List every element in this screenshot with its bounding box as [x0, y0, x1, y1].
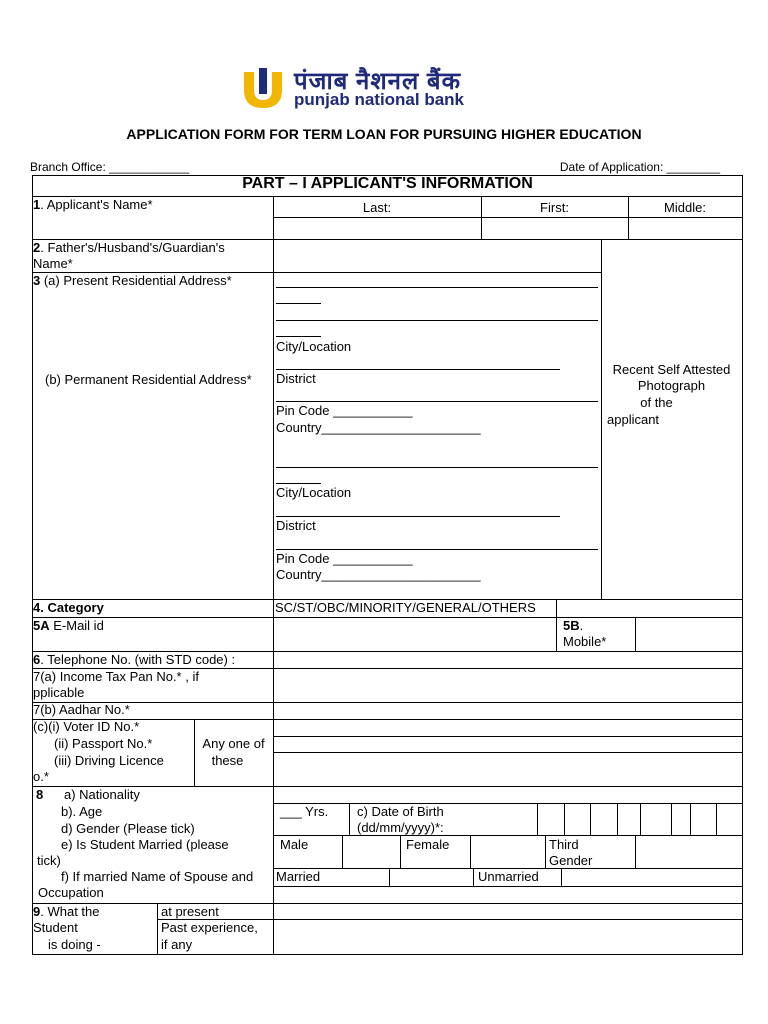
col-line	[157, 903, 158, 955]
guardian-name-input[interactable]	[274, 240, 600, 271]
past-experience-label: Past experience,	[161, 920, 258, 935]
unmarried-label: Unmarried	[478, 869, 539, 884]
gender-male-label: Male	[280, 837, 309, 852]
address-line	[276, 401, 598, 402]
date-of-application-field[interactable]: Date of Application: ________	[559, 160, 720, 174]
q9-label: 9. What the	[33, 904, 100, 919]
q2-label: 2. Father's/Husband's/Guardian's	[33, 240, 225, 255]
gender-box-line	[400, 835, 401, 869]
aadhar-input[interactable]	[274, 703, 741, 718]
col-line	[273, 196, 274, 955]
name-last-input[interactable]	[274, 218, 480, 238]
branch-office-field[interactable]: Branch Office: ____________	[30, 160, 190, 174]
nationality-input[interactable]	[274, 787, 741, 802]
col-line	[349, 803, 350, 836]
category-options[interactable]: SC/ST/OBC/MINORITY/GENERAL/OTHERS	[275, 600, 536, 615]
q7c-label: (c)(i) Voter ID No.*	[33, 719, 140, 734]
present-country-label: Country______________________	[276, 420, 481, 435]
q8f-label: f) If married Name of Spouse and	[61, 869, 254, 884]
address-line	[276, 336, 321, 337]
table-border-left	[32, 175, 33, 955]
any-one-label-line2: these	[211, 753, 244, 768]
name-first-input[interactable]	[482, 218, 627, 238]
driving-licence-input[interactable]	[274, 753, 741, 785]
address-line	[276, 369, 560, 370]
q7c-label-line4: o.*	[33, 769, 49, 784]
dob-input[interactable]	[538, 804, 741, 834]
pan-input[interactable]	[274, 669, 741, 701]
email-input[interactable]	[274, 618, 555, 650]
permanent-pin-label: Pin Code ___________	[276, 551, 413, 566]
permanent-country-label: Country______________________	[276, 567, 481, 582]
at-present-label: at present	[161, 904, 219, 919]
form-title: APPLICATION FORM FOR TERM LOAN FOR PURSUING HIGHER EDUCATION	[126, 126, 642, 142]
photo-label-line3: of the	[640, 395, 673, 410]
bank-name-hindi: पंजाब नैशनल बैंक	[294, 68, 462, 95]
gender-third-label-line2: Gender	[549, 853, 593, 868]
q5b-label: 5B.	[563, 618, 584, 633]
q1-label: 1. Applicant's Name*	[33, 197, 153, 212]
q5b-label-line2: Mobile*	[563, 634, 607, 649]
q7a-label-line2: pplicable	[33, 685, 85, 700]
q8b-label: b). Age	[61, 804, 103, 819]
name-first-label: First:	[540, 200, 569, 215]
col-line	[601, 239, 602, 600]
gender-box-line	[545, 835, 546, 869]
photo-label-line2: Photograph	[637, 378, 706, 393]
passport-input[interactable]	[274, 737, 741, 751]
q8-number: 8	[36, 787, 44, 802]
q4-label: 4. Category	[33, 600, 104, 615]
name-middle-label: Middle:	[664, 200, 706, 215]
table-border-right	[742, 175, 743, 955]
q8e-label-line2: tick)	[37, 853, 61, 868]
q3b-label: (b) Permanent Residential Address*	[45, 372, 252, 387]
address-line	[276, 549, 598, 550]
gender-third-label: Third	[549, 837, 579, 852]
q2-label-line2: Name*	[33, 256, 73, 271]
q9-label-line3: is doing -	[48, 937, 101, 952]
address-line	[276, 303, 321, 304]
photo-label-line1: Recent Self Attested	[612, 362, 731, 377]
present-district-label: District	[276, 371, 316, 386]
past-experience-input[interactable]	[274, 920, 741, 953]
at-present-input[interactable]	[274, 904, 741, 918]
q7c-label-line2: (ii) Passport No.*	[54, 736, 153, 751]
past-experience-label-line2: if any	[161, 937, 193, 952]
dob-label: c) Date of Birth	[357, 804, 444, 819]
q7c-label-line3: (iii) Driving Licence	[54, 753, 164, 768]
pnb-logo-icon	[240, 68, 286, 108]
name-middle-input[interactable]	[629, 218, 741, 238]
table-border-bottom	[32, 954, 743, 955]
q5a-label: 5A E-Mail id	[33, 618, 104, 633]
q8f-label-line2: Occupation	[38, 885, 104, 900]
name-last-label: Last:	[362, 200, 392, 215]
age-field[interactable]: ___ Yrs.	[280, 804, 329, 819]
married-label: Married	[276, 869, 321, 884]
gender-third-checkbox[interactable]	[636, 836, 741, 867]
unmarried-checkbox[interactable]	[562, 869, 741, 885]
address-line	[276, 516, 560, 517]
address-line	[276, 467, 598, 468]
mobile-input[interactable]	[636, 618, 741, 650]
dob-label-line2: (dd/mm/yyyy)*:	[357, 820, 444, 835]
address-line	[276, 287, 598, 288]
q8a-label: a) Nationality	[64, 787, 140, 802]
q6-label: 6. Telephone No. (with STD code) :	[33, 652, 236, 667]
permanent-city-label: City/Location	[276, 485, 352, 500]
gender-male-checkbox[interactable]	[343, 836, 399, 867]
present-city-label: City/Location	[276, 339, 352, 354]
gender-female-checkbox[interactable]	[471, 836, 544, 867]
q8e-label: e) Is Student Married (please	[61, 837, 229, 852]
q7b-label: 7(b) Aadhar No.*	[33, 702, 130, 717]
married-checkbox[interactable]	[390, 869, 472, 885]
spouse-input[interactable]	[274, 887, 741, 902]
bank-name-english: punjab national bank	[294, 90, 465, 109]
voter-id-input[interactable]	[274, 720, 741, 735]
q3a-label: 3 (a) Present Residential Address*	[33, 273, 232, 288]
q7a-label: 7(a) Income Tax Pan No.* , if	[33, 669, 199, 684]
permanent-district-label: District	[276, 518, 316, 533]
married-box-line	[473, 868, 474, 887]
gender-female-label: Female	[406, 837, 450, 852]
telephone-input[interactable]	[274, 652, 741, 667]
part-title: PART – I APPLICANT'S INFORMATION	[242, 175, 533, 192]
address-line	[276, 483, 321, 484]
q8d-label: d) Gender (Please tick)	[61, 821, 195, 836]
present-pin-label: Pin Code ___________	[276, 403, 413, 418]
q9-label-line2: Student	[33, 920, 78, 935]
photo-label-line4: applicant	[607, 412, 660, 427]
address-line	[276, 320, 598, 321]
col-line	[556, 599, 557, 652]
any-one-label: Any one of	[202, 736, 265, 751]
